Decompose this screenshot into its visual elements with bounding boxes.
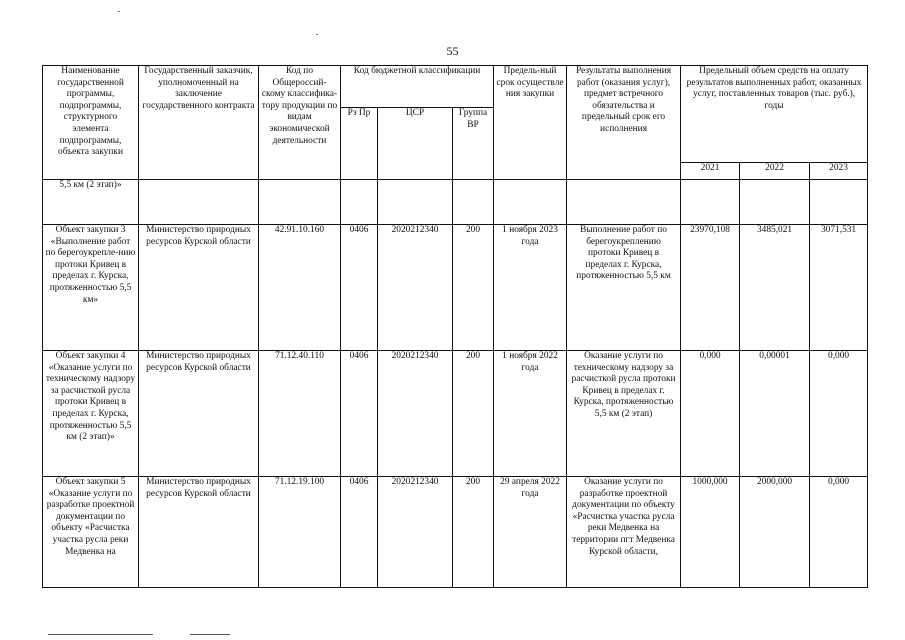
- header-deadline: Предель-ный срок осуществле ния закупки: [494, 66, 567, 180]
- row-csr: 2020212340: [378, 477, 453, 588]
- scan-artifact-dot: [118, 11, 120, 12]
- row-deadline: 1 ноября 2023 года: [494, 225, 567, 351]
- continuation-empty: [740, 180, 810, 225]
- header-customer: Государственный заказчик, уполномоченный на заключение государственного контракта: [139, 66, 259, 180]
- row-customer: Министерство природных ресурсов Курской области: [139, 477, 259, 588]
- row-value-2022: 2000,000: [740, 477, 810, 588]
- continuation-empty: [139, 180, 259, 225]
- continuation-empty: [810, 180, 868, 225]
- header-year-2023: 2023: [810, 163, 868, 180]
- row-value-2023: 0,000: [810, 351, 868, 477]
- row-group-vr: 200: [453, 225, 494, 351]
- table-row: [43, 477, 868, 588]
- header-group-vr: Группа ВР: [453, 108, 494, 180]
- table-row: [43, 351, 868, 477]
- scan-artifact-dot: [316, 34, 318, 35]
- row-deadline: 1 ноября 2022 года: [494, 351, 567, 477]
- continuation-empty: [453, 180, 494, 225]
- header-row: [43, 66, 868, 108]
- row-value-2021: 0,000: [681, 351, 740, 477]
- header-year-2022: 2022: [740, 163, 810, 180]
- page-number: 55: [446, 44, 459, 58]
- header-csr: ЦСР: [378, 108, 453, 180]
- header-results: Результаты выполнения работ (оказания услуг), предмет встречного обязательства и предельный срок его исполнения: [567, 66, 681, 180]
- row-rz-pr: 0406: [341, 225, 378, 351]
- continuation-empty: [681, 180, 740, 225]
- continuation-empty: [494, 180, 567, 225]
- continuation-empty: [567, 180, 681, 225]
- row-value-2021: 23970,108: [681, 225, 740, 351]
- header-budget-code: Код бюджетной классификации: [341, 66, 494, 108]
- header-funds: Предельный объем средств на оплату результатов выполненных работ, оказанных услуг, поставленных товаров (тыс. руб.), годы: [681, 66, 868, 163]
- row-name: Объект закупки 3 «Выполнение работ по берегоукрепле-нию протоки Кривец в пределах г. Курска, протяженностью 5,5 км»: [43, 225, 139, 351]
- row-value-2022: 0,00001: [740, 351, 810, 477]
- row-value-2023: 3071,531: [810, 225, 868, 351]
- row-deadline: 29 апреля 2022 года: [494, 477, 567, 588]
- continuation-empty: [378, 180, 453, 225]
- row-okved: 71.12.40.110: [259, 351, 341, 477]
- row-rz-pr: 0406: [341, 477, 378, 588]
- row-group-vr: 200: [453, 351, 494, 477]
- scan-artifact-line: [48, 634, 153, 635]
- row-group-vr: 200: [453, 477, 494, 588]
- continuation-empty: [341, 180, 378, 225]
- header-okved: Код по Общероссий-скому классифика-тору продукции по видам экономической деятельности: [259, 66, 341, 180]
- row-name: Объект закупки 4 «Оказание услуги по техническому надзору за расчисткой русла протоки Кривец в пределах г. Курска, протяженностью 5,5 км (2 этап)»: [43, 351, 139, 477]
- row-results: Оказание услуги по техническому надзору за расчисткой русла протоки Кривец в пределах г. Курска, протяженностью 5,5 км (2 этап): [567, 351, 681, 477]
- row-value-2023: 0,000: [810, 477, 868, 588]
- continuation-name: 5,5 км (2 этап)»: [43, 180, 139, 225]
- row-okved: 71.12.19.100: [259, 477, 341, 588]
- row-customer: Министерство природных ресурсов Курской области: [139, 225, 259, 351]
- continuation-empty: [259, 180, 341, 225]
- row-customer: Министерство природных ресурсов Курской области: [139, 351, 259, 477]
- row-results: Оказание услуги по разработке проектной документации по объекту «Расчистка участка русла реки Медвенка на территории пгт Медвенка Курской области,: [567, 477, 681, 588]
- row-rz-pr: 0406: [341, 351, 378, 477]
- continuation-row: [43, 180, 868, 225]
- row-csr: 2020212340: [378, 225, 453, 351]
- procurement-table: [42, 65, 868, 588]
- row-name: Объект закупки 5 «Оказание услуги по разработке проектной документации по объекту «Расчистка участка русла реки Медвенка на: [43, 477, 139, 588]
- scan-artifact-line: [190, 634, 230, 635]
- row-csr: 2020212340: [378, 351, 453, 477]
- header-year-2021: 2021: [681, 163, 740, 180]
- row-value-2022: 3485,021: [740, 225, 810, 351]
- header-name: Наименование государственной программы, подпрограммы, структурного элемента подпрограммы, объекта закупки: [43, 66, 139, 180]
- row-value-2021: 1000,000: [681, 477, 740, 588]
- table-row: [43, 225, 868, 351]
- header-rz-pr: Рз Пр: [341, 108, 378, 180]
- row-okved: 42.91.10.160: [259, 225, 341, 351]
- row-results: Выполнение работ по берегоукреплению протоки Кривец в пределах г. Курска, протяженностью 5,5 км: [567, 225, 681, 351]
